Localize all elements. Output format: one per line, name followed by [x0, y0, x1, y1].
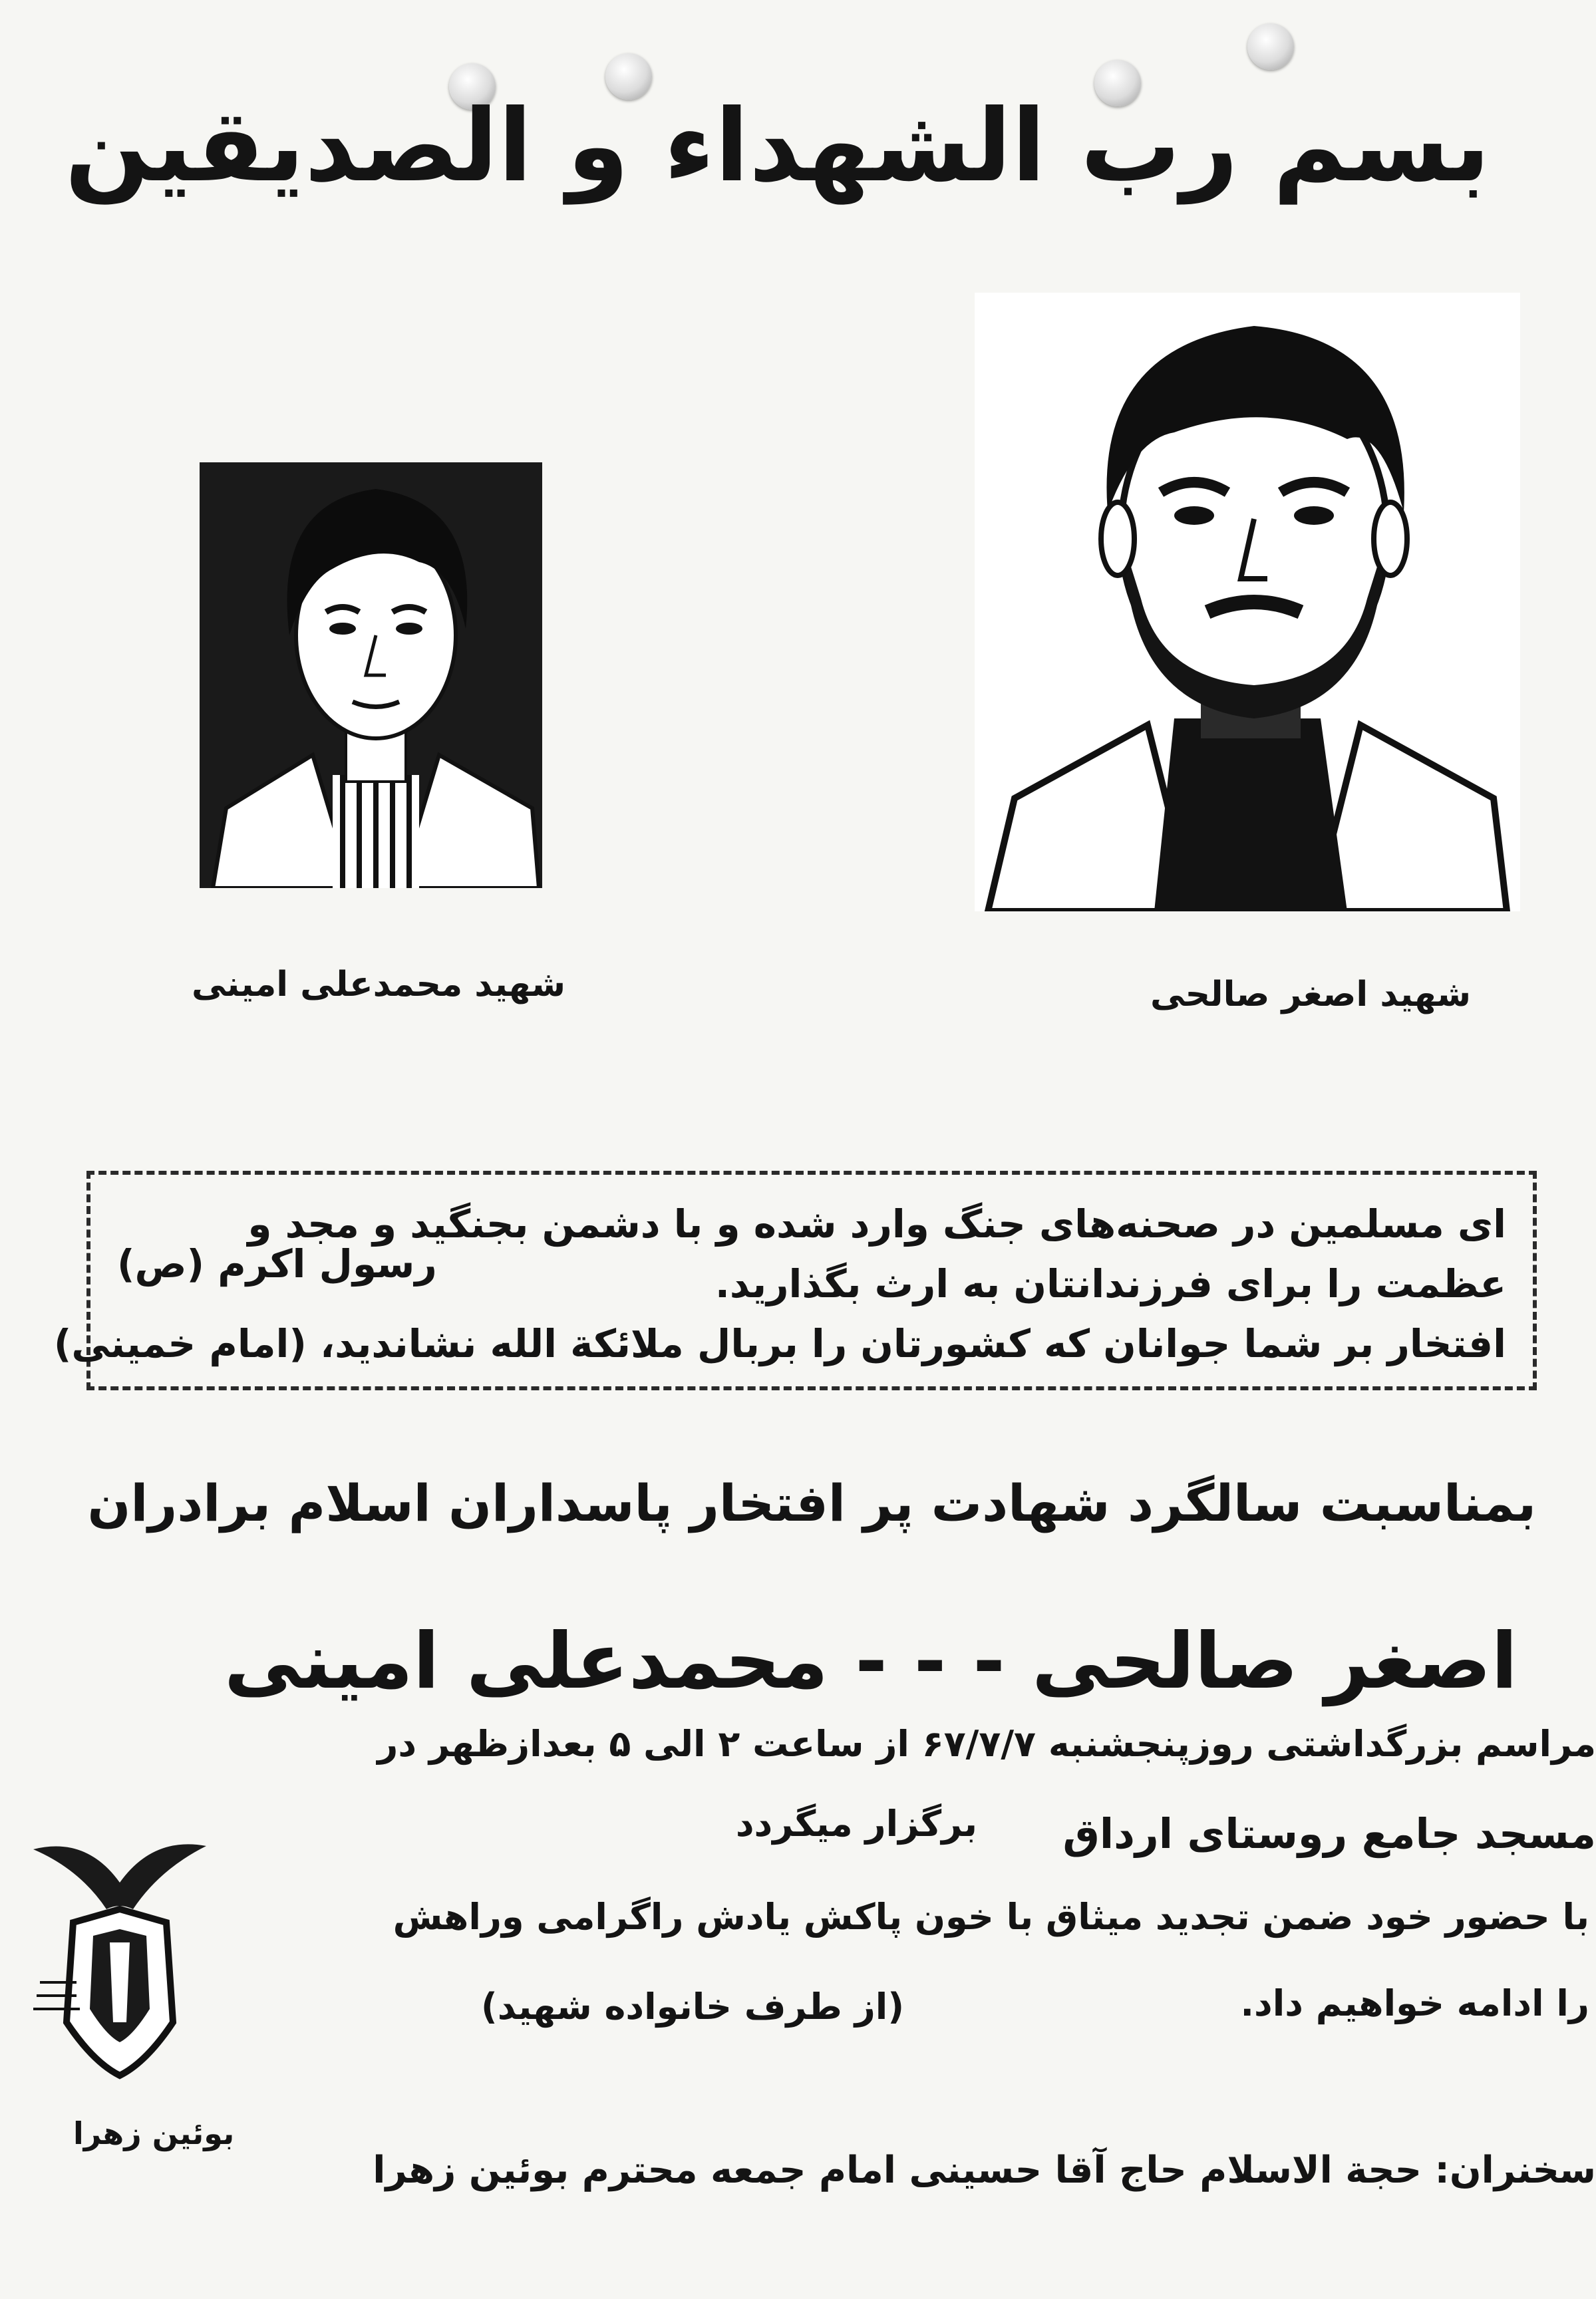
right-portrait-photo: [975, 293, 1520, 911]
continue-line: را ادامه خواهیم داد.: [1240, 1982, 1589, 2024]
quote-line-1: ای مسلمین در صحنه‌های جنگ وارد شده و با دشمن بجنگید و مجد و: [247, 1201, 1506, 1247]
martyrs-names: اصغر صالحی - - - محمدعلی امینی: [224, 1616, 1518, 1706]
page-title: بسم رب الشهداء و الصدیقین: [65, 88, 1490, 204]
left-portrait-photo: [200, 462, 542, 888]
speaker-line: سخنران: حجة الاسلام حاج آقا حسینی امام جمعه محترم بوئین زهرا: [373, 2149, 1596, 2192]
punch-hole: [1247, 23, 1294, 70]
left-photo-caption: شهید محمدعلی امینی: [192, 965, 565, 1004]
place-line: مسجد جامع روستای ارداق: [1062, 1809, 1596, 1858]
martyrs-foundation-logo: [27, 1809, 213, 2089]
portrait-icon: [200, 462, 542, 888]
ceremony-line: مراسم بزرگداشتی روزپنجشنبه ۶۷/۷/۷ از ساعت ۲ الی ۵ بعدازظهر در: [377, 1723, 1596, 1765]
occasion-line: بمناسبت سالگرد شهادت پر افتخار پاسداران اسلام برادران: [87, 1473, 1536, 1533]
pledge-line: با حضور خود ضمن تجدید میثاق با خون پاکش یادش راگرامی وراهش: [393, 1896, 1589, 1938]
quote-box: [53, 1171, 1537, 1390]
logo-icon: [27, 1809, 213, 2089]
right-photo-caption: شهید اصغر صالحی: [1150, 975, 1472, 1014]
portrait-icon: [975, 293, 1520, 911]
held-line: برگزار میگردد: [735, 1803, 977, 1845]
logo-caption: بوئین زهرا: [73, 2115, 235, 2151]
quote-line-2: عظمت را برای فرزندانتان به ارث بگذارید.: [715, 1261, 1506, 1306]
quote-attribution: رسول اکرم (ص): [117, 1241, 437, 1287]
quote-line-3: افتخار بر شما جوانان که کشورتان را بربال ملائکة الله نشاندید، (امام خمینی): [53, 1321, 1506, 1366]
from-family-line: (از طرف خانواده شهید): [481, 1986, 904, 2028]
